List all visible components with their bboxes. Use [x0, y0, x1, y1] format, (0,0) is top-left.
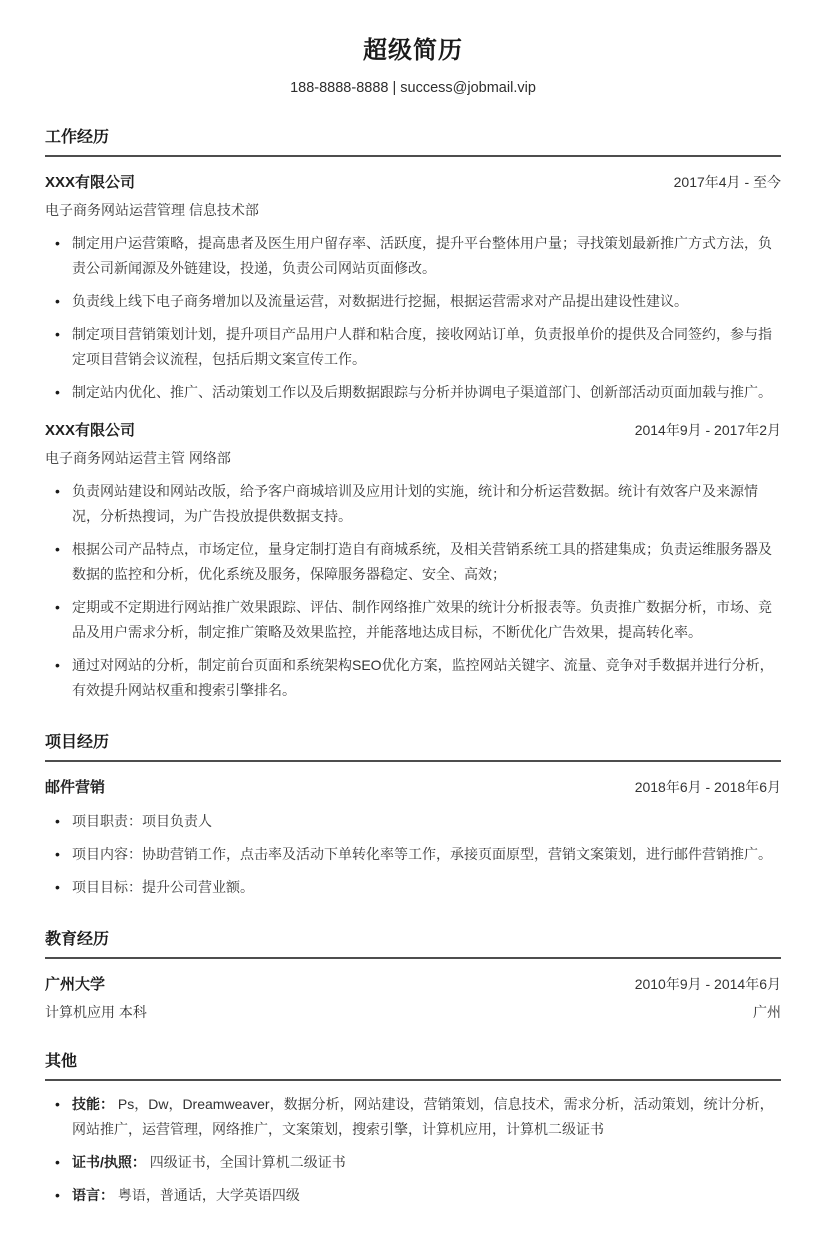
languages-label: 语言：	[72, 1187, 114, 1203]
other-list	[45, 1092, 781, 1208]
school-location: 广州	[753, 1004, 781, 1020]
project-bullet-text: 项目职责：项目负责人	[72, 813, 212, 829]
section-heading-projects: 项目经历	[45, 733, 781, 762]
job-bullet-text: 负责线上线下电子商务增加以及流量运营，对数据进行挖掘，根据运营需求对产品提出建设性建议。	[72, 293, 688, 309]
bullet-dot-icon: •	[55, 235, 60, 251]
degree: 计算机应用 本科	[45, 1004, 147, 1020]
bullet-dot-icon: •	[55, 384, 60, 400]
bullet-dot-icon: •	[55, 483, 60, 499]
project-bullet-text: 项目内容：协助营销工作，点击率及活动下单转化率等工作，承接页面原型，营销文案策划，进行邮件营销推广。	[72, 846, 772, 862]
job-bullet	[45, 322, 781, 372]
project-bullet	[45, 809, 781, 834]
job-bullet	[45, 231, 781, 281]
project-date-range: 2018年6月 - 2018年6月	[634, 779, 781, 795]
project-name: 邮件营销	[45, 779, 106, 796]
education-entry	[45, 974, 781, 1022]
company-name: XXX有限公司	[45, 422, 136, 439]
certificates-item	[45, 1150, 781, 1175]
languages-content: 粤语，普通话，大学英语四级	[117, 1187, 300, 1203]
bullet-dot-icon: •	[55, 541, 60, 557]
section-heading-education: 教育经历	[45, 930, 781, 959]
bullet-dot-icon: •	[55, 846, 60, 862]
section-heading-work: 工作经历	[45, 128, 781, 157]
job-entry	[45, 420, 781, 703]
bullet-dot-icon: •	[55, 1187, 60, 1203]
job-entry	[45, 172, 781, 405]
project-bullet-list	[45, 809, 781, 900]
contact-line: 188-8888-8888 | success@jobmail.vip	[290, 80, 536, 96]
job-bullet	[45, 595, 781, 645]
section-other	[45, 1052, 781, 1208]
job-bullet-text: 制定项目营销策划计划，提升项目产品用户人群和粘合度，接收网站订单，负责报单价的提供及合同签约，参与指定项目营销会议流程，包括后期文案宣传工作。	[72, 326, 772, 367]
project-bullet	[45, 875, 781, 900]
job-bullet-list	[45, 231, 781, 405]
project-bullet	[45, 842, 781, 867]
job-bullet	[45, 479, 781, 529]
job-bullet	[45, 653, 781, 703]
bullet-dot-icon: •	[55, 879, 60, 895]
job-bullet-text: 制定站内优化、推广、活动策划工作以及后期数据跟踪与分析并协调电子渠道部门、创新部活动页面加载与推广。	[72, 384, 772, 400]
job-date-range: 2014年9月 - 2017年2月	[634, 422, 781, 438]
skills-content: Ps，Dw，Dreamweaver，数据分析，网站建设，营销策划，信息技术，需求分析，活动策划，统计分析，网站推广，运营管理，网络推广，文案策划，搜索引擎，计算机应用，计算机二级证书	[72, 1096, 774, 1137]
school-name: 广州大学	[45, 976, 106, 993]
bullet-dot-icon: •	[55, 813, 60, 829]
section-projects	[45, 733, 781, 900]
project-entry	[45, 777, 781, 900]
job-bullet-list	[45, 479, 781, 703]
job-bullet	[45, 380, 781, 405]
bullet-dot-icon: •	[55, 326, 60, 342]
languages-item	[45, 1183, 781, 1208]
resume-title: 超级简历	[363, 37, 463, 64]
certificates-content: 四级证书，全国计算机二级证书	[149, 1154, 346, 1170]
certificates-label: 证书/执照：	[72, 1154, 146, 1170]
job-bullet-text: 通过对网站的分析，制定前台页面和系统架构SEO优化方案，监控网站关键字、流量、竞争对手数据并进行分析，有效提升网站权重和搜索引擎排名。	[72, 657, 774, 698]
bullet-dot-icon: •	[55, 1096, 60, 1112]
job-bullet-text: 定期或不定期进行网站推广效果跟踪、评估、制作网络推广效果的统计分析报表等。负责推广数据分析，市场、竞品及用户需求分析，制定推广策略及效果监控，并能落地达成目标，不断优化广告效果，提高转化率。	[72, 599, 772, 640]
bullet-dot-icon: •	[55, 657, 60, 673]
project-bullet-text: 项目目标：提升公司营业额。	[72, 879, 254, 895]
skills-label: 技能：	[72, 1096, 114, 1112]
job-role: 电子商务网站运营主管 网络部	[45, 450, 231, 466]
job-bullet-text: 根据公司产品特点，市场定位，量身定制打造自有商城系统，及相关营销系统工具的搭建集成；负责运维服务器及数据的监控和分析，优化系统及服务，保障服务器稳定、安全、高效；	[72, 541, 772, 582]
job-role: 电子商务网站运营管理 信息技术部	[45, 202, 259, 218]
bullet-dot-icon: •	[55, 1154, 60, 1170]
company-name: XXX有限公司	[45, 174, 136, 191]
job-bullet	[45, 537, 781, 587]
job-bullet	[45, 289, 781, 314]
section-education	[45, 930, 781, 1022]
job-bullet-text: 负责网站建设和网站改版，给予客户商城培训及应用计划的实施，统计和分析运营数据。统计有效客户及来源情况，分析热搜词，为广告投放提供数据支持。	[72, 483, 758, 524]
education-date-range: 2010年9月 - 2014年6月	[634, 976, 781, 992]
bullet-dot-icon: •	[55, 293, 60, 309]
section-work-experience	[45, 128, 781, 703]
skills-item	[45, 1092, 781, 1142]
section-heading-other: 其他	[45, 1052, 781, 1081]
job-bullet-text: 制定用户运营策略，提高患者及医生用户留存率、活跃度，提升平台整体用户量；寻找策划最新推广方式方法，负责公司新闻源及外链建设，投递，负责公司网站页面修改。	[72, 235, 772, 276]
bullet-dot-icon: •	[55, 599, 60, 615]
job-date-range: 2017年4月 - 至今	[673, 174, 781, 190]
